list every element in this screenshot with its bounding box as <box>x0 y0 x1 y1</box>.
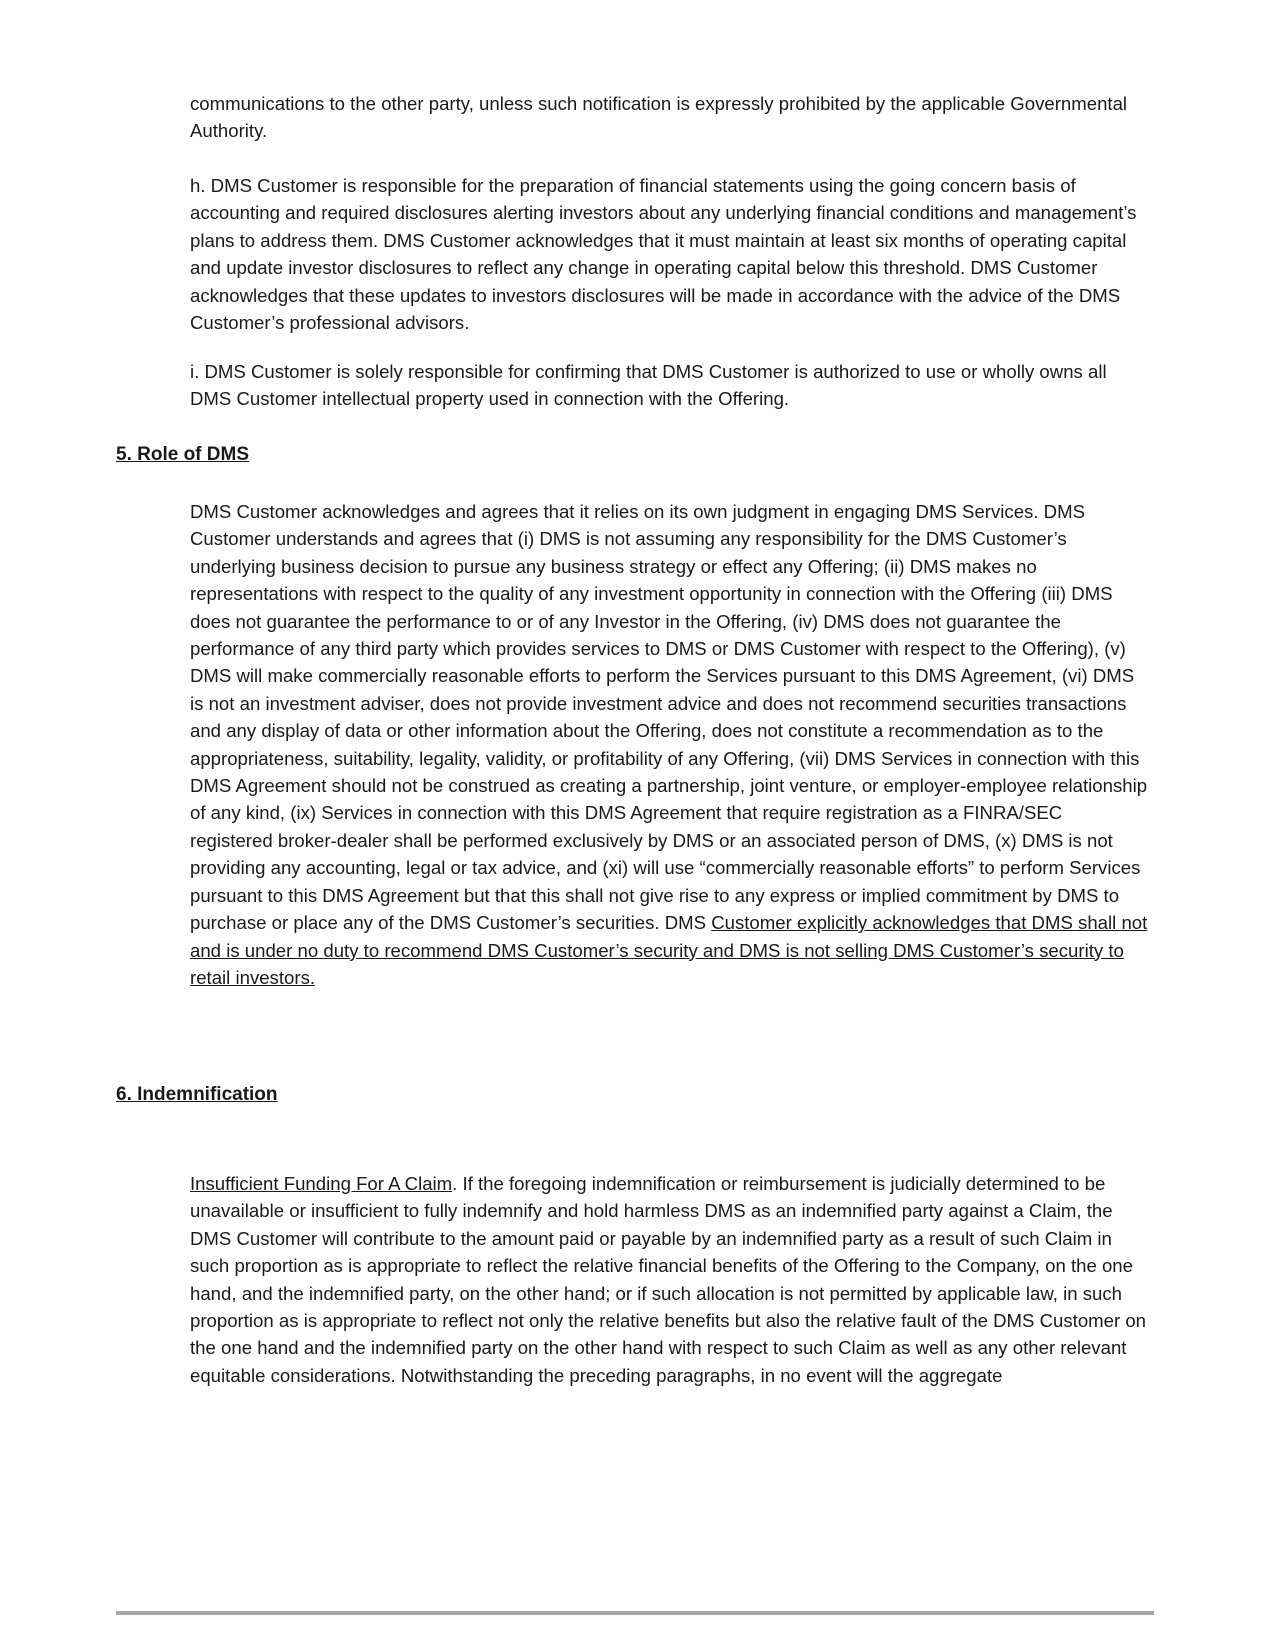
continuation-paragraph: communications to the other party, unless such notification is expressly prohibited by the applicable Governmental Authority. <box>190 93 1128 142</box>
section-6-subheading: Insufficient Funding For A Claim <box>190 1173 453 1194</box>
section-6-body <box>190 1170 1150 1389</box>
paragraph-h: h. DMS Customer is responsible for the preparation of financial statements using the going concern basis of accounting and required disclosures alerting investors about any underlying financial conditions and management’s plans to address them. DMS Customer acknowledges that it must maintain at least six months of operating capital and update investor disclosures to reflect any change in operating capital below this threshold. DMS Customer acknowledges that these updates to investors disclosures will be made in accordance with the advice of the DMS Customer’s professional advisors. <box>190 175 1137 334</box>
section-6-heading: 6. Indemnification <box>116 1084 278 1105</box>
section-6-body-text: . If the foregoing indemnification or reimbursement is judicially determined to be unavailable or insufficient to fully indemnify and hold harmless DMS as an indemnified party against a Claim, the DMS Customer will contribute to the amount paid or payable by an indemnified party as a result of such Claim in such proportion as is appropriate to reflect the relative financial benefits of the Offering to the Company, on the one hand, and the indemnified party, on the other hand; or if such allocation is not permitted by applicable law, in such proportion as is appropriate to reflect not only the relative benefits but also the relative fault of the DMS Customer on the one hand and the indemnified party on the other hand with respect to such Claim as well as any other relevant equitable considerations. Notwithstanding the preceding paragraphs, in no event will the aggregate <box>190 1173 1147 1386</box>
section-5-heading: 5. Role of DMS <box>116 444 250 465</box>
section-5-body <box>190 498 1150 991</box>
section-5-underlined-text: Customer explicitly acknowledges that DMS shall not and is under no duty to recommend DMS Customer’s security and DMS is not selling DMS Customer’s security to retail investors. <box>190 912 1148 988</box>
footer-rule <box>116 1611 1154 1615</box>
paragraph-i: i. DMS Customer is solely responsible for confirming that DMS Customer is authorized to use or wholly owns all DMS Customer intellectual property used in connection with the Offering. <box>190 361 1107 410</box>
section-5-body-text: DMS Customer acknowledges and agrees that it relies on its own judgment in engaging DMS Services. DMS Customer understands and agrees that (i) DMS is not assuming any responsibility for the DMS Customer’s underlying business decision to pursue any business strategy or effect any Offering; (ii) DMS makes no representations with respect to the quality of any investment opportunity in connection with the Offering (iii) DMS does not guarantee the performance to or of any Investor in the Offering, (iv) DMS does not guarantee the performance of any third party which provides services to DMS or DMS Customer with respect to the Offering), (v) DMS will make commercially reasonable efforts to perform the Services pursuant to this DMS Agreement, (vi) DMS is not an investment adviser, does not provide investment advice and does not recommend securities transactions and any display of data or other information about the Offering, does not constitute a recommendation as to the appropriateness, suitability, legality, validity, or profitability of any Offering, (vii) DMS Services in connection with this DMS Agreement should not be construed as creating a partnership, joint venture, or employer-employee relationship of any kind, (ix) Services in connection with this DMS Agreement that require registration as a FINRA/SEC registered broker-dealer shall be performed exclusively by DMS or an associated person of DMS, (x) DMS is not providing any accounting, legal or tax advice, and (xi) will use “commercially reasonable efforts” to perform Services pursuant to this DMS Agreement but that this shall not give rise to any express or implied commitment by DMS to purchase or place any of the DMS Customer’s securities. DMS <box>190 501 1148 934</box>
